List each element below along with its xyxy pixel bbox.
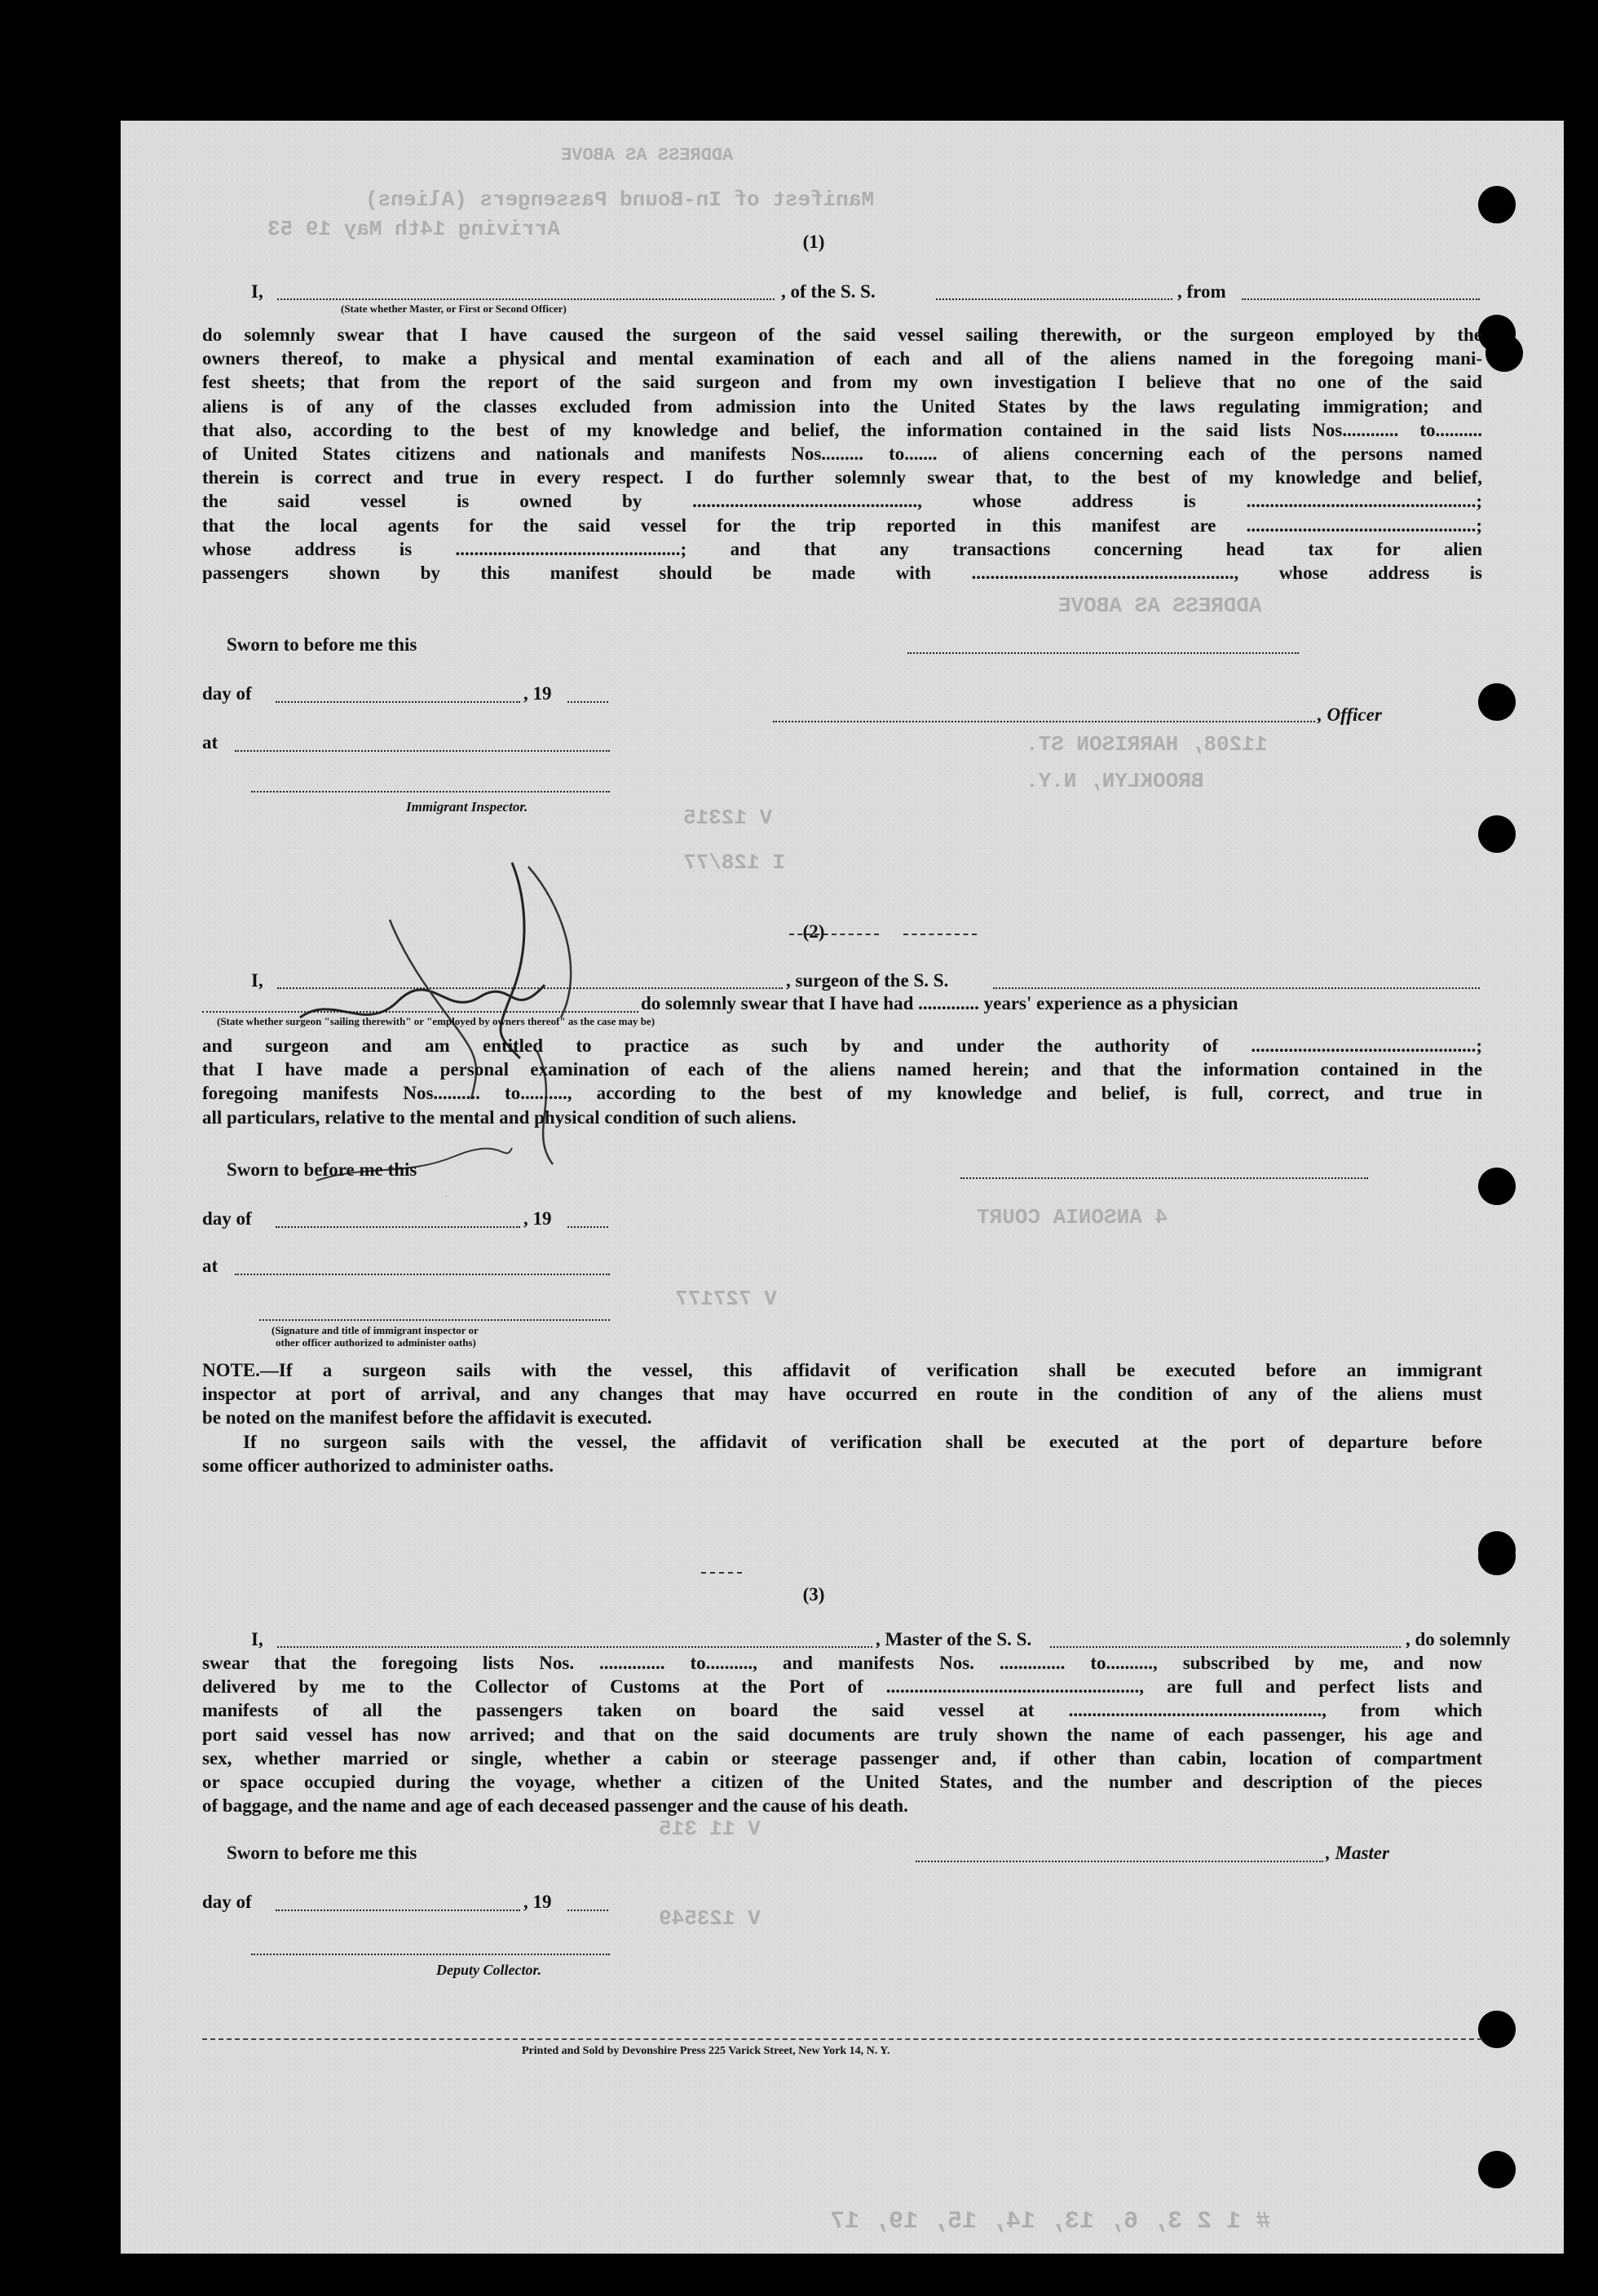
master-name-field[interactable] <box>277 1646 872 1648</box>
document-page <box>121 121 1564 2254</box>
inspector-signature-line[interactable] <box>960 1177 1368 1179</box>
surgeon-status-field[interactable] <box>202 1011 638 1013</box>
printer-imprint: Printed and Sold by Devonshire Press 225 Varick Street, New York 14, N. Y. <box>522 2045 890 2057</box>
punch-hole <box>1478 1168 1516 1205</box>
section3-do-solemnly: , do solemnly <box>1406 1629 1511 1649</box>
officer-signature-line[interactable] <box>907 652 1299 654</box>
section1-of-ss: , of the S. S. <box>781 281 876 302</box>
deputy-label: Deputy Collector. <box>436 1962 541 1978</box>
year-field[interactable] <box>567 701 608 703</box>
bleed-text: # 1 2 3, 6, 13, 14, 15, 19, 17 <box>830 2208 1271 2236</box>
section-number: (1) <box>802 232 825 252</box>
inspector-line[interactable] <box>251 791 610 793</box>
master-signature-line[interactable] <box>916 1861 1323 1862</box>
bleed-text: 11208, HARRISON ST. <box>1026 732 1268 757</box>
note-block: NOTE.—If a surgeon sails with the vessel, this affidavit of verification shall be executed before an immigrant inspector at port of arrival, and any changes that may have occurred en route in the condition of any of the aliens must be noted on the manifest before the affidavit is executed. <box>202 1360 1482 1428</box>
at-label: at <box>202 1256 219 1276</box>
year-field[interactable] <box>567 1226 608 1228</box>
note-block-2: If no surgeon sails with the vessel, the affidavit of verification shall be executed at the port of departure before some officer authorized to administer oaths. <box>202 1432 1482 1477</box>
day-of-field[interactable] <box>276 1226 520 1228</box>
state-note: (State whether Master, or First or Second Officer) <box>341 302 567 315</box>
section2-surgeon-of: , surgeon of the S. S. <box>786 970 949 991</box>
at-field[interactable] <box>235 1274 610 1275</box>
bleed-text: V 727177 <box>675 1287 777 1311</box>
footer-rule <box>202 2038 1482 2040</box>
bleed-text: ADDRESS AS ABOVE <box>1058 594 1262 618</box>
punch-hole <box>1485 334 1523 372</box>
header-stamp: Manifest of In-Bound Passengers (Aliens) <box>365 188 875 212</box>
header-stamp: Arriving 14th May 19 53 <box>267 217 560 241</box>
section3-i: I, <box>251 1629 263 1649</box>
day-of-field[interactable] <box>276 1910 520 1911</box>
year-field[interactable] <box>567 1910 608 1911</box>
section3-body: swear that the foregoing lists Nos. .............. to.........., and manifests Nos. .............. to.........., subscribed by me, and now delivered by me to the Collector of Customs at the Port of ......................................................, are full and perfect lists and manifests of all the passengers taken on board the said vessel at ......................................................, from which port said vessel has now arrived; and that on the said documents are truly shown the name of each passenger, his age and sex, whether married or single, whether a cabin or steerage passenger and, if other than cabin, location of compartment or space occupied during the voyage, whether a citizen of the United States, and the number and description of the pieces of baggage, and the name and age of each deceased passenger and the cause of his death. <box>202 1653 1482 1817</box>
section-number: (2) <box>802 921 825 942</box>
bleed-text: BROOKLYN, N.Y. <box>1026 769 1204 793</box>
sworn-label: Sworn to before me this <box>227 634 417 655</box>
signature-title-line[interactable] <box>259 1319 610 1321</box>
at-label: at <box>202 732 219 753</box>
punch-hole <box>1478 683 1516 721</box>
header-stamp: ADDRESS AS ABOVE <box>561 145 734 166</box>
year-label: , 19 <box>523 1892 552 1912</box>
vessel-name-field[interactable] <box>936 298 1172 300</box>
signature-note: (Signature and title of immigrant inspector or <box>271 1324 479 1336</box>
section3-vessel-field[interactable] <box>1050 1646 1401 1648</box>
bleed-text: 4 ANSONIA COURT <box>977 1205 1168 1230</box>
section2-vessel-field[interactable] <box>993 987 1480 989</box>
signature-note: other officer authorized to administer oaths) <box>276 1336 476 1349</box>
at-field[interactable] <box>235 750 610 752</box>
section2-line2: do solemnly swear that I have had ............. years' experience as a physician <box>641 993 1238 1013</box>
day-of-field[interactable] <box>276 701 520 703</box>
bleed-text: V 12315 <box>683 806 773 830</box>
section-number: (3) <box>802 1584 825 1605</box>
inspector-label: Immigrant Inspector. <box>406 799 528 815</box>
day-of-label: day of <box>202 1208 252 1229</box>
section-divider <box>701 1572 742 1574</box>
section1-i: I, <box>251 281 263 302</box>
section1-body: do solemnly swear that I have caused the surgeon of the said vessel sailing therewith, or the surgeon employed by the owners thereof, to make a physical and mental examination of each and all of the aliens named in the foregoing mani- fest sheets; that from the report of the said surgeon and from my own investigation I believe that no one of the said aliens is of any of the classes excluded from admission into the United States by the laws regulating immigration; and that also, according to the best of my knowledge and belief, the information contained in the said lists Nos............ to.......... of United States citizens and nationals and manifests Nos......... to....... of aliens concerning each of the persons named therein is correct and true in every respect. I do further solemnly swear that, to the best of my knowledge and belief, the said vessel is owned by ................................................, whose address is .................................................; that the local agents for the said vessel for the trip reported in this manifest are .................................................; whose address is ................................................; and that any transactions concerning head tax for alien passengers shown by this manifest should be made with ........................................................, whose address is <box>202 325 1482 583</box>
punch-hole <box>1478 186 1516 223</box>
master-label: , Master <box>1326 1843 1389 1863</box>
section3-master-of: , Master of the S. S. <box>876 1629 1032 1649</box>
section2-i: I, <box>251 970 263 991</box>
section1-from: , from <box>1177 281 1226 302</box>
sworn-label: Sworn to before me this <box>227 1843 417 1863</box>
year-label: , 19 <box>523 683 552 704</box>
surgeon-name-field[interactable] <box>277 987 783 989</box>
punch-hole <box>1478 2011 1516 2048</box>
punch-hole <box>1478 1538 1516 1575</box>
day-of-label: day of <box>202 683 252 704</box>
year-label: , 19 <box>523 1208 552 1229</box>
from-port-field[interactable] <box>1242 298 1480 300</box>
officer-label: , Officer <box>1318 704 1382 725</box>
deputy-line[interactable] <box>251 1954 610 1955</box>
officer-line[interactable] <box>773 721 1315 722</box>
state-note: (State whether surgeon "sailing therewith" or "employed by owners thereof" as the case may be) <box>217 1015 656 1027</box>
punch-hole <box>1478 2151 1516 2188</box>
sworn-label: Sworn to before me this <box>227 1159 417 1180</box>
day-of-label: day of <box>202 1892 252 1912</box>
bleed-text: I 128/77 <box>683 850 785 875</box>
section2-body: and surgeon and am entitled to practice as such by and under the authority of ................................................; that I have made a personal examination of each of the aliens named herein; and that the information contained in the foregoing manifests Nos.......... to.........., according to the best of my knowledge and belief, is full, correct, and true in all particulars, relative to the mental and physical condition of such aliens. <box>202 1035 1482 1128</box>
officer-name-field[interactable] <box>277 298 775 300</box>
punch-hole <box>1478 815 1516 853</box>
bleed-text: V 123549 <box>659 1906 761 1931</box>
bleed-text: V 11 315 <box>659 1817 761 1841</box>
